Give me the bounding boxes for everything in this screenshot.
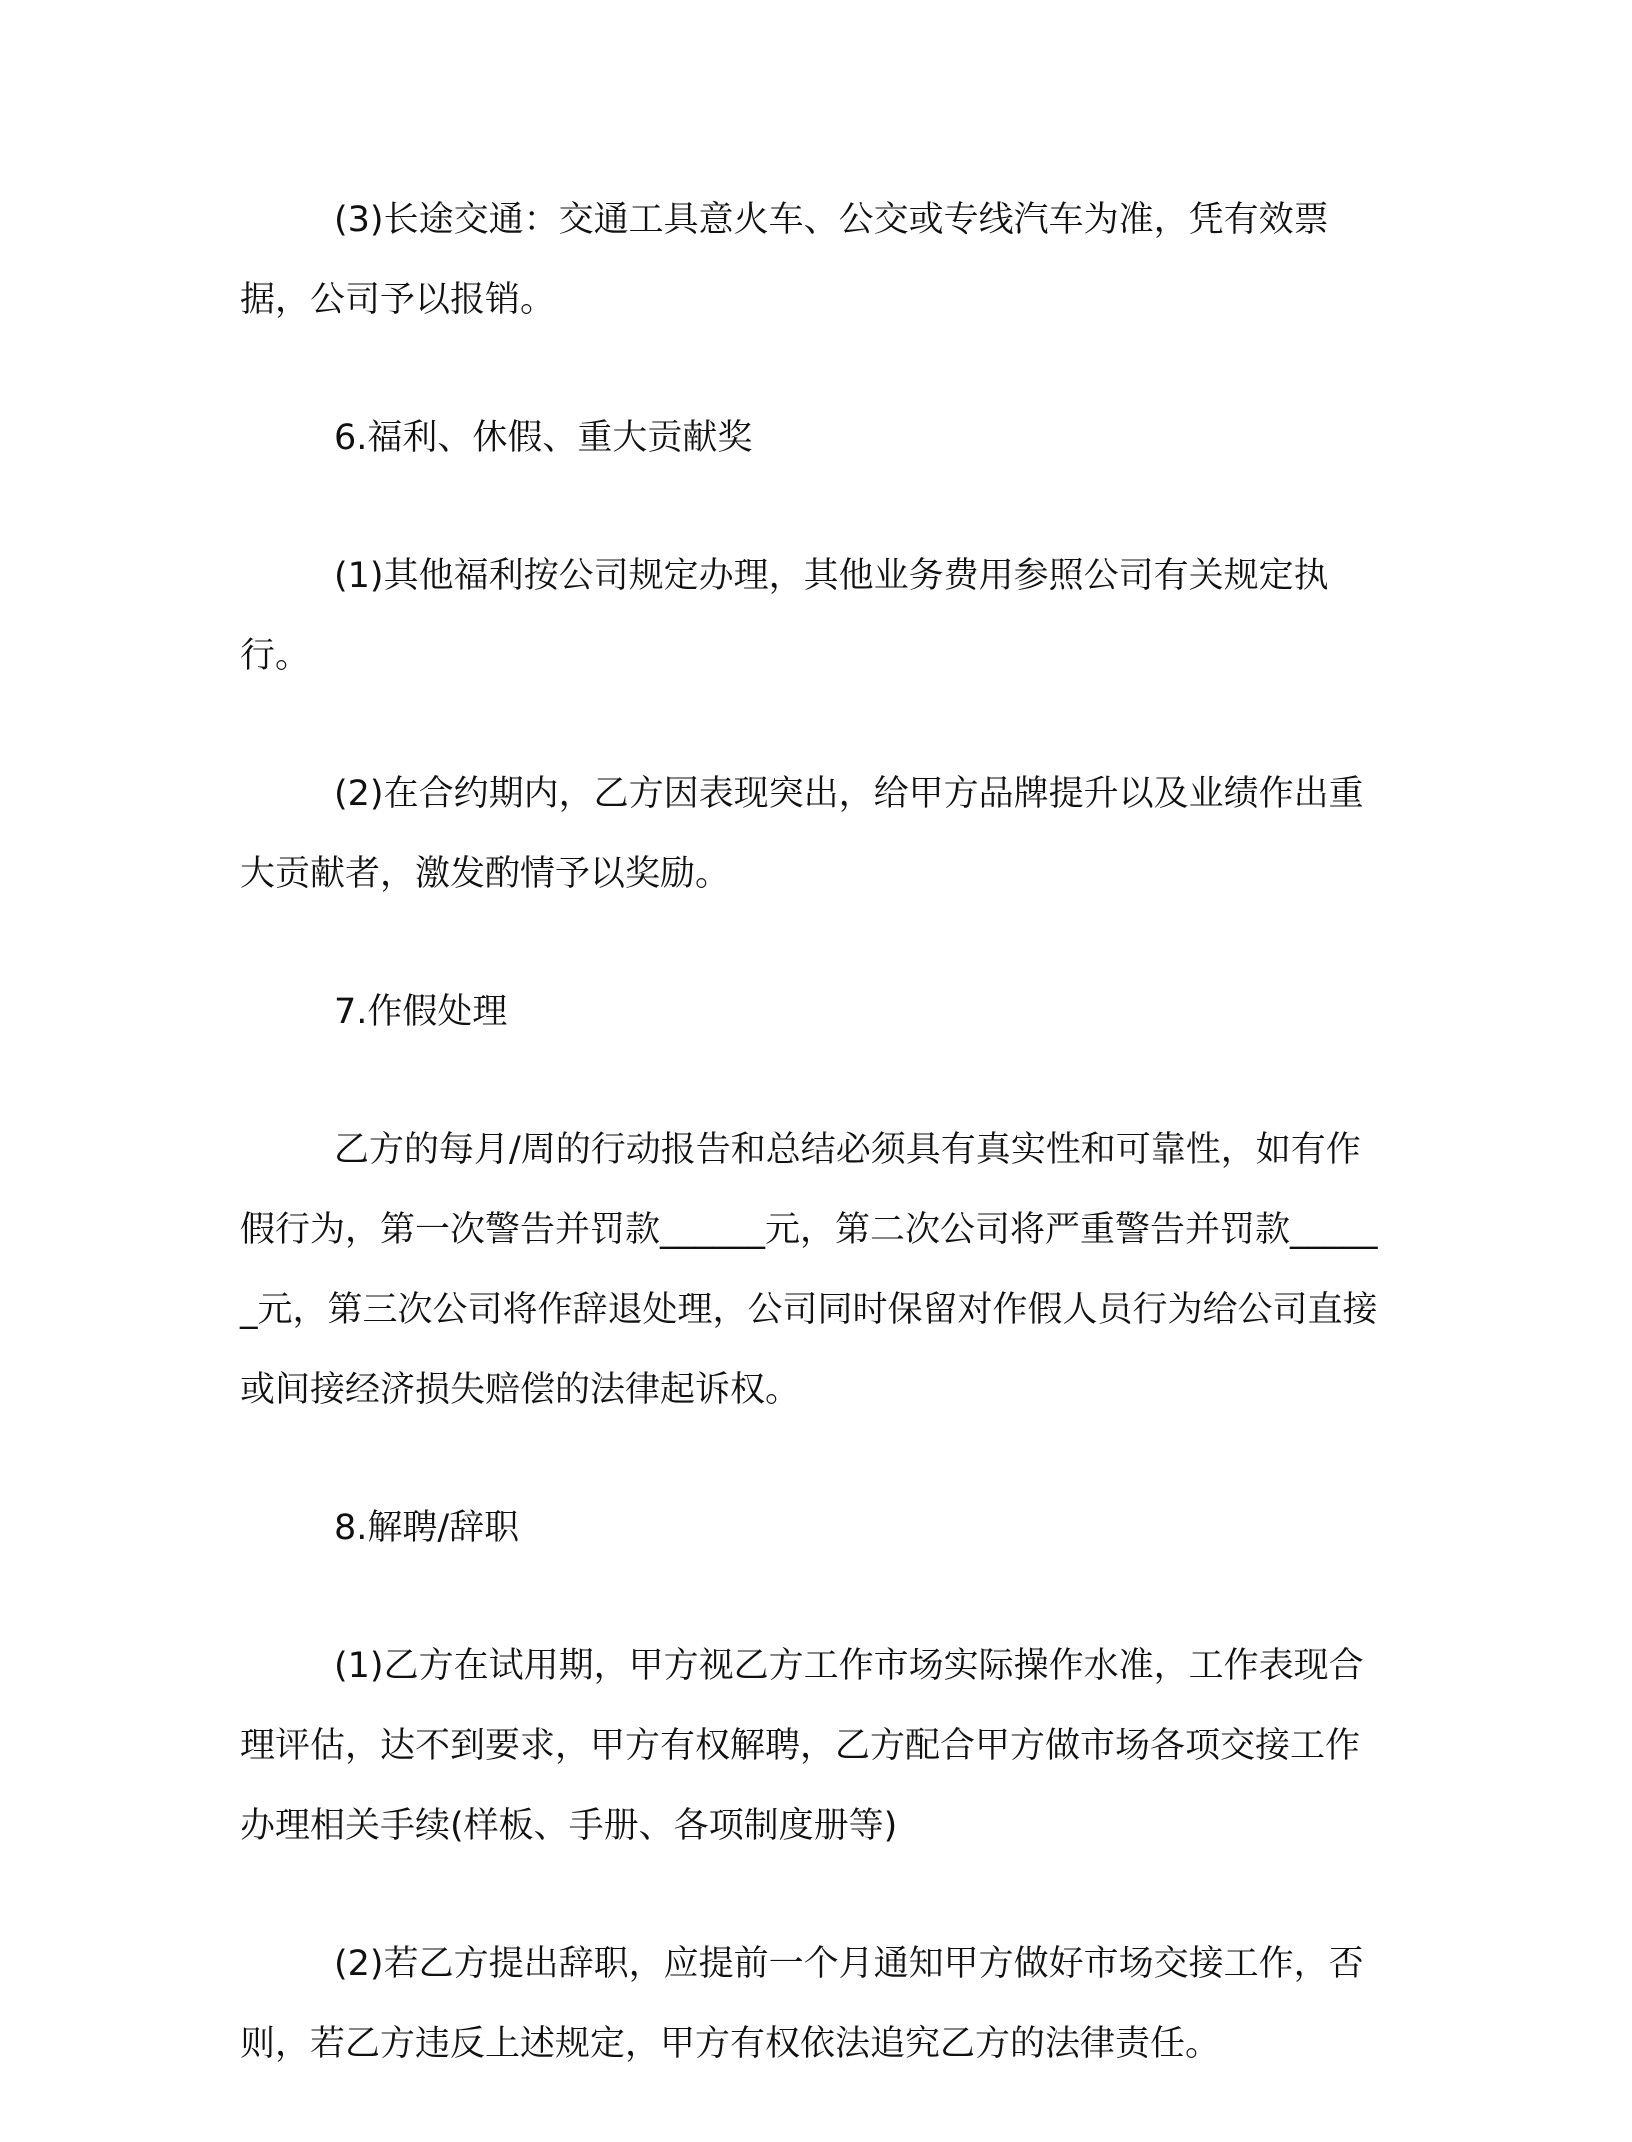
paragraph-resignation-notice: (2)若乙方提出辞职，应提前一个月通知甲方做好市场交接工作，否则，若乙方违反上述规定，甲方有权依法追究乙方的法律责任。 [240, 1944, 1364, 2064]
paragraph-long-distance-transport: (3)长途交通：交通工具意火车、公交或专线汽车为准，凭有效票据，公司予以报销。 [240, 200, 1329, 320]
paragraph-fraud-penalty: 乙方的每月/周的行动报告和总结必须具有真实性和可靠性，如有作假行为，第一次警告并罚款______元，第二次公司将严重警告并罚款______元，第三次公司将作辞退处理，公司同时保留对作假人员行为给公司直接或间接经济损失赔偿的法律起诉权。 [240, 1130, 1378, 1410]
section-heading-benefits: 6.福利、休假、重大贡献奖 [334, 418, 753, 458]
section-heading-fraud-handling: 7.作假处理 [334, 992, 508, 1032]
document-page [240, 180, 1380, 2142]
paragraph-probation-dismissal: (1)乙方在试用期，甲方视乙方工作市场实际操作水准，工作表现合理评估，达不到要求，甲方有权解聘，乙方配合甲方做市场各项交接工作办理相关手续(样板、手册、各项制度册等) [240, 1646, 1364, 1846]
paragraph-other-benefits: (1)其他福利按公司规定办理，其他业务费用参照公司有关规定执行。 [240, 556, 1329, 676]
section-heading-dismissal-resignation: 8.解聘/辞职 [334, 1508, 520, 1548]
paragraph-major-contribution-award: (2)在合约期内，乙方因表现突出，给甲方品牌提升以及业绩作出重大贡献者，激发酌情予以奖励。 [240, 774, 1364, 894]
